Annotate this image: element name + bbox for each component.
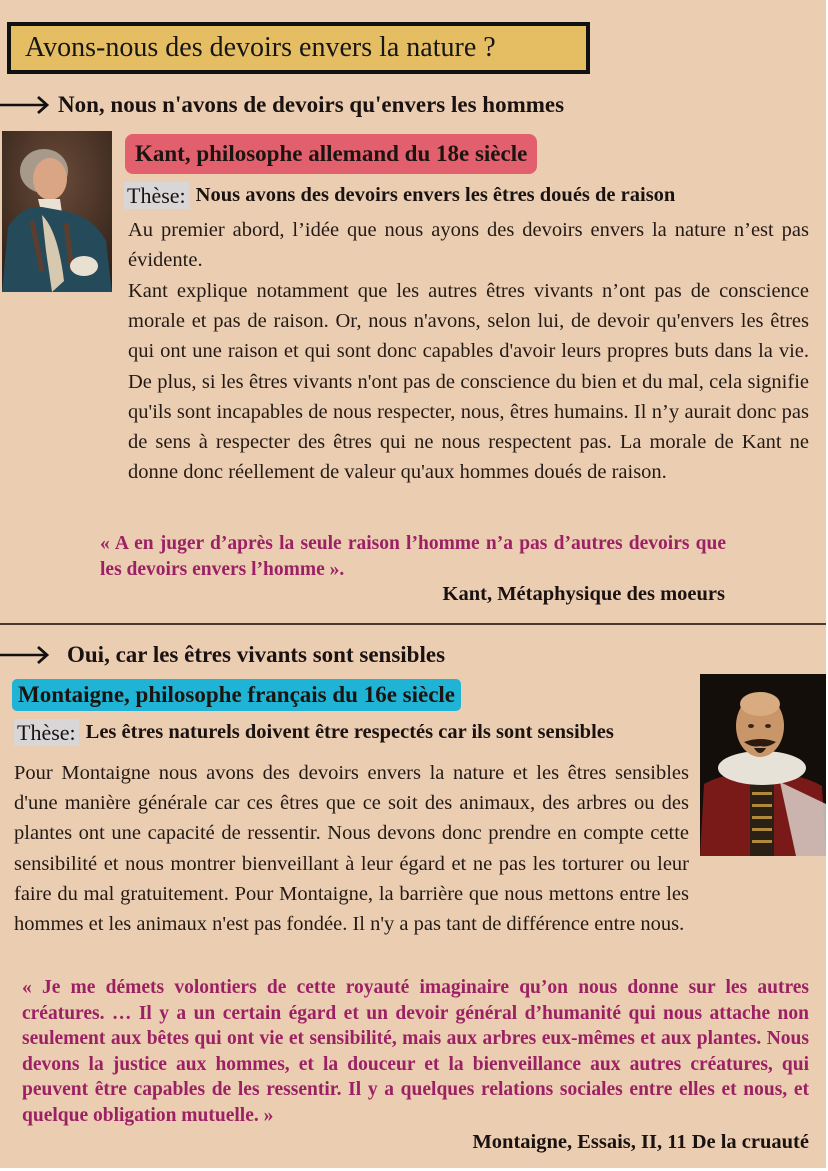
these-row-kant [124,182,675,209]
these-row-montaigne [14,719,614,746]
montaigne-portrait-image [700,674,826,856]
montaigne-quote: « Je me démets volontiers de cette royauté imaginaire qu’on nous donne sur les autres créatures. … Il y a un certain égard et un devoir général d’humanité qui nous attache non seulement aux bêtes qui ont vie et sensibilité, mais aux arbres eux-mêmes et aux plantes. Nous devons la justice aux hommes, et la douceur et la bienveillance aux autres créatures, qui peuvent être capables de les ressentir. Il y a quelques relations sociales entre elles et nous, et quelque obligation mutuelle. » [22,977,809,1126]
section2-heading-row [0,640,445,670]
section-divider [0,623,826,625]
right-arrow-icon [0,645,50,665]
philosopher-badge-kant [125,134,537,174]
title-box [7,22,590,74]
these-statement: Nous avons des devoirs envers les êtres doués de raison [195,184,676,206]
portrait-kant [2,131,112,292]
philosopher-name: Montaigne, philosophe français du 16e siècle [18,682,456,707]
kant-portrait-image [2,131,112,292]
philosopher-name: Kant, philosophe allemand du 18e siècle [135,141,528,166]
these-label: Thèse: [14,719,79,746]
kant-attribution: Kant, Métaphysique des moeurs [442,583,725,605]
philosopher-badge-montaigne [12,679,461,711]
kant-paragraph-explanation: Kant explique notamment que les autres êtres vivants n’ont pas de conscience morale et pas de raison. Or, nous n'avons, selon lui, de devoir qu'envers les êtres qui ont une raison et qui sont donc capables d'avoir leurs propres buts dans la vie. De plus, si les êtres vivants n'ont pas de conscience du bien et du mal, cela signifie qu'ils sont incapables de nous respecter, nous, êtres humains. Il n’y aurait donc pas de sens à respecter des êtres qui ne nous respectent pas. La morale de Kant ne donne donc réellement de valeur qu'aux hommes doués de raison. [128,280,809,484]
montaigne-attribution: Montaigne, Essais, II, 11 De la cruauté [472,1131,809,1153]
kant-quote: « A en juger d’après la seule raison l’homme n’a pas d’autres devoirs que les devoirs envers l’homme ». [100,533,726,580]
right-arrow-icon [0,95,50,115]
page-title: Avons-nous des devoirs envers la nature ? [25,32,496,63]
section1-heading-row [0,90,564,120]
portrait-montaigne [700,674,826,856]
kant-paragraph-intro: Au premier abord, l’idée que nous ayons des devoirs envers la nature n’est pas évidente. [128,219,809,272]
montaigne-paragraph: Pour Montaigne nous avons des devoirs envers la nature et les êtres sensibles d'une manière générale car ces êtres que ce soit des animaux, des arbres ou des plantes ont une capacité de ressentir. Nous devons donc prendre en compte cette sensibilité et nous montrer bienveillant à leur égard et ne pas les torturer ou leur faire du mal gratuitement. Pour Montaigne, la barrière que nous mettons entre les hommes et les animaux n'est pas fondée. Il n'y a pas tant de différence entre nous. [14,762,689,936]
these-statement: Les êtres naturels doivent être respectés car ils sont sensibles [85,721,614,743]
section2-heading: Oui, car les êtres vivants sont sensibles [67,642,446,667]
these-label: Thèse: [124,182,189,209]
section1-heading: Non, nous n'avons de devoirs qu'envers les hommes [58,92,565,117]
